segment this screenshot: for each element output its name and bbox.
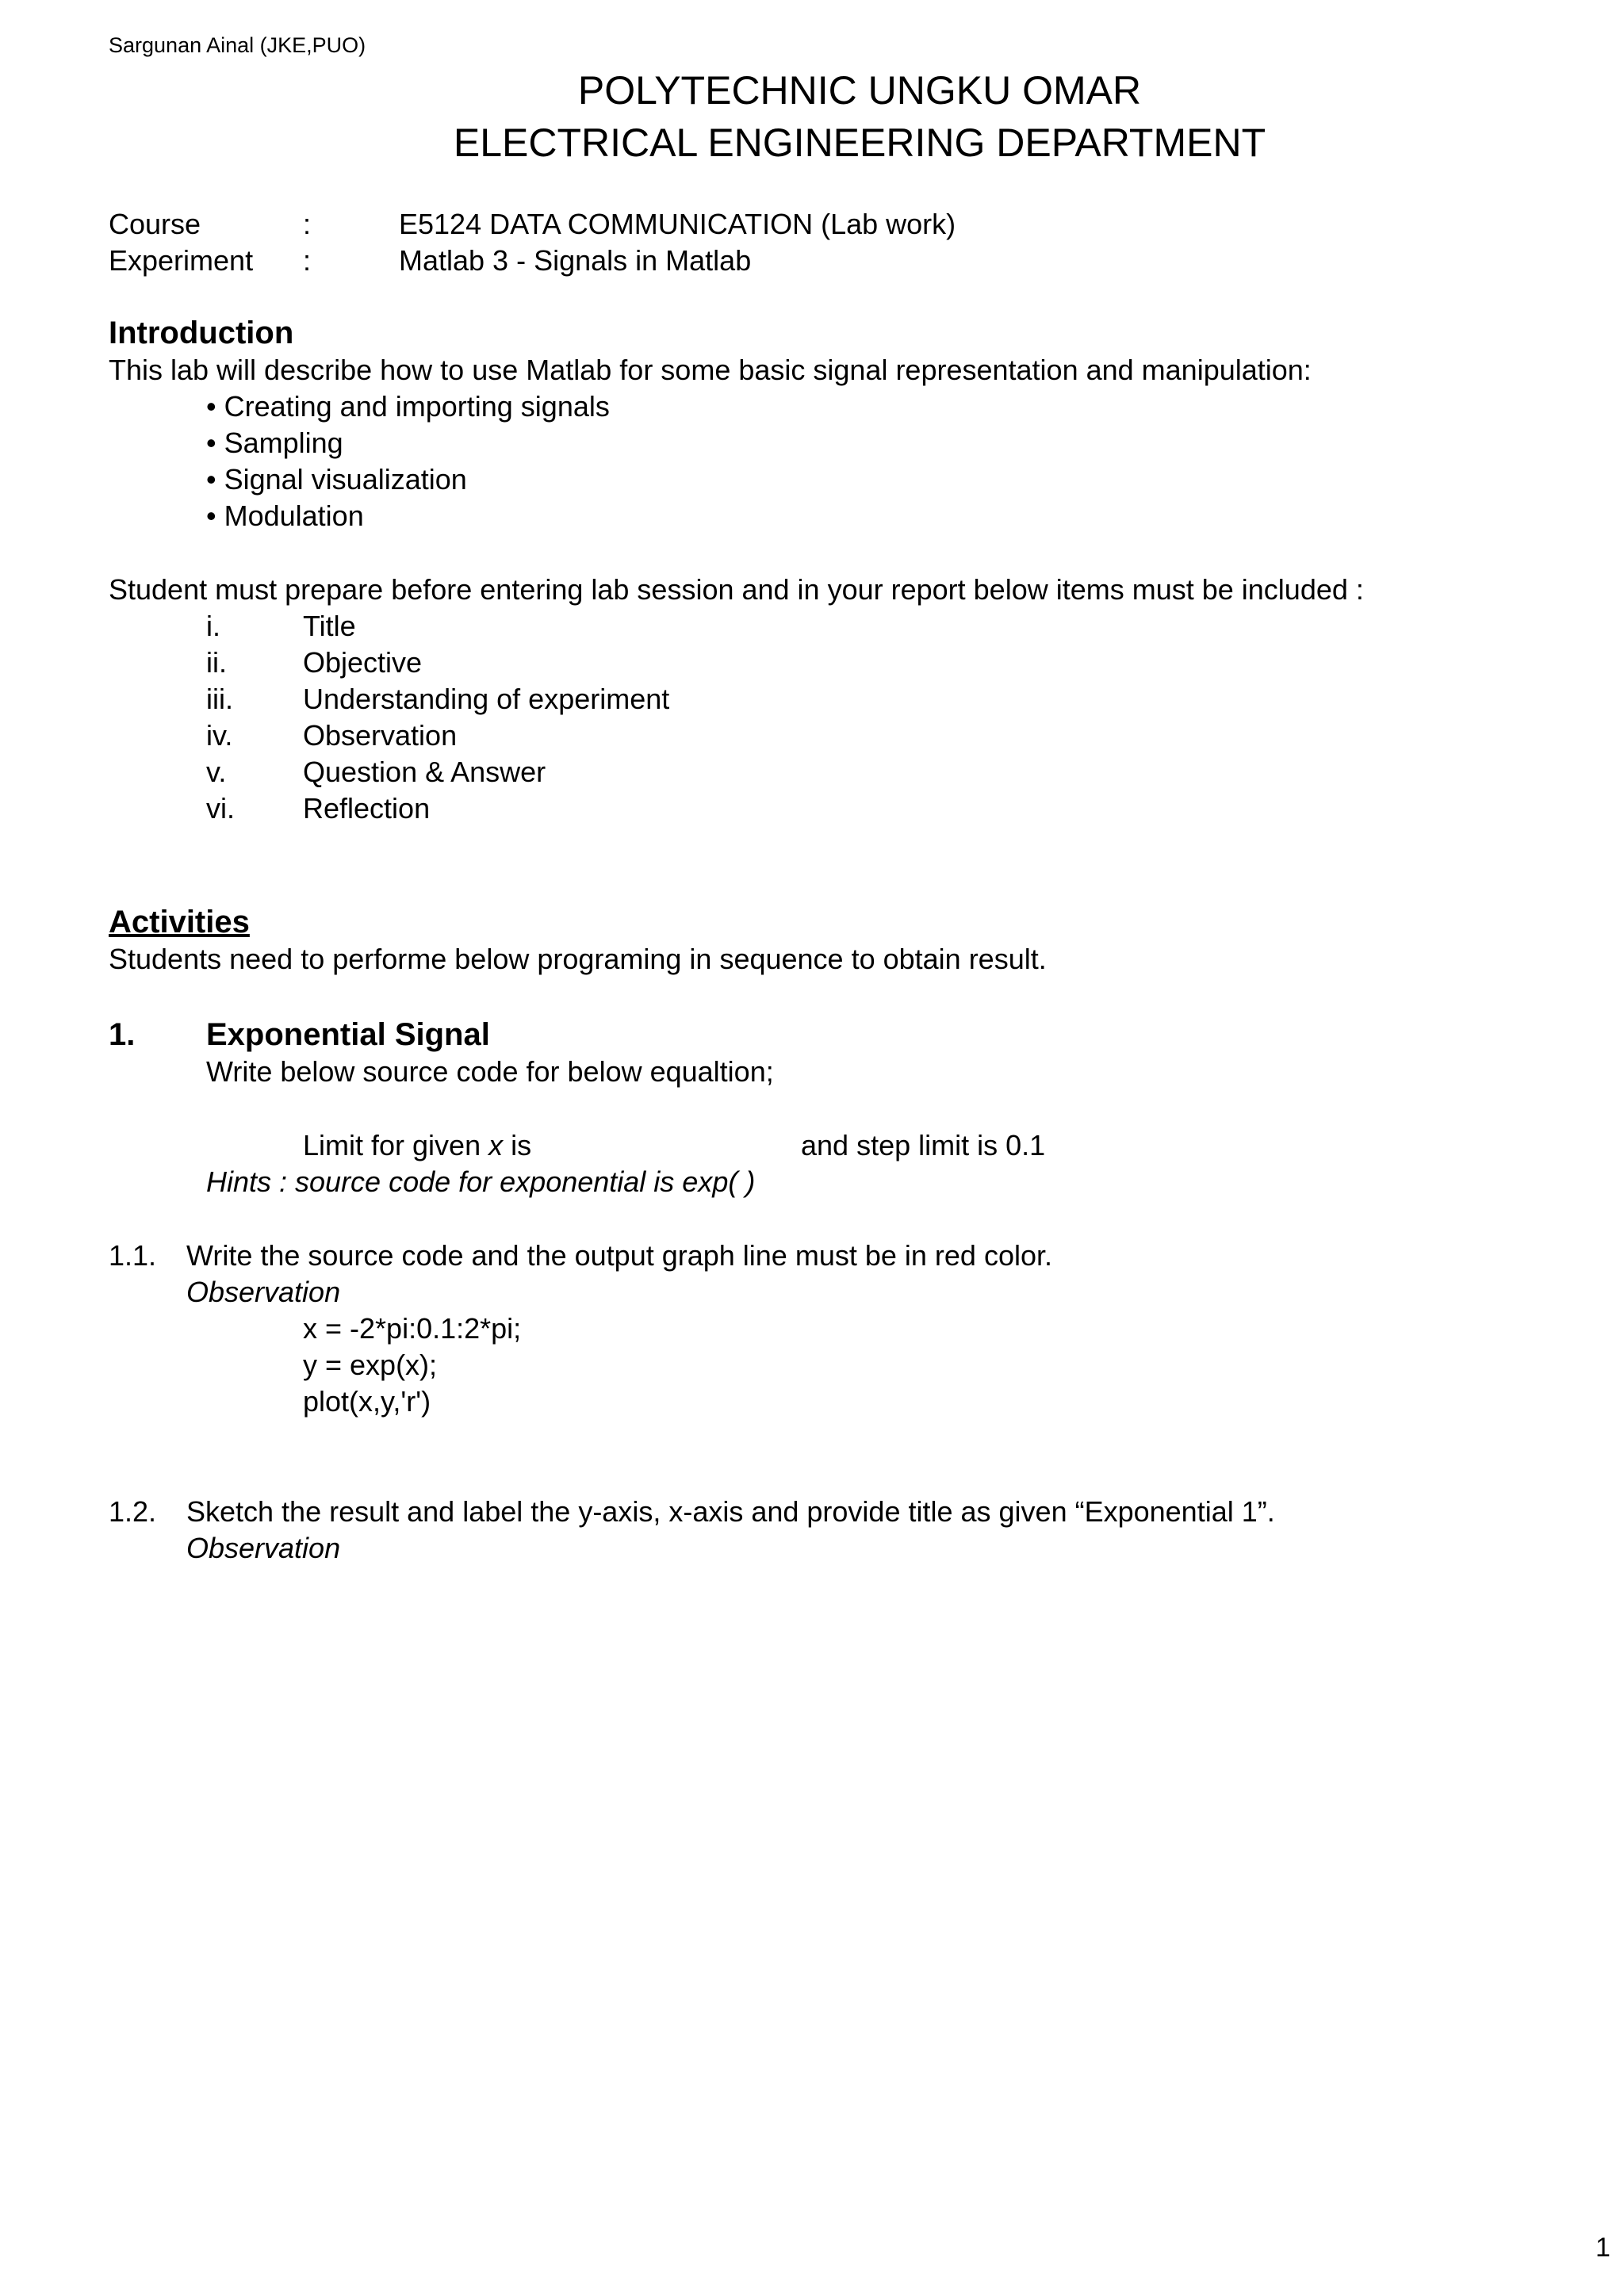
activities-heading: Activities (109, 905, 250, 939)
section-instruction: Write below source code for below equaltion; (206, 1055, 774, 1088)
institution-title: POLYTECHNIC UNGKU OMAR (577, 68, 1142, 113)
limit-text-post: is (503, 1129, 532, 1161)
introduction-text: This lab will describe how to use Matlab for some basic signal representation and manipulation: (109, 354, 1312, 386)
report-item-label: Question & Answer (303, 756, 546, 788)
step-limit-text: and step limit is 0.1 (801, 1129, 1046, 1161)
limit-text (303, 1127, 531, 1164)
hint-text: Hints : source code for exponential is exp( ) (206, 1165, 756, 1198)
limit-variable: x (488, 1129, 504, 1161)
observation-label: Observation (186, 1532, 341, 1564)
experiment-label: Experiment (109, 244, 254, 277)
code-line: y = exp(x); (303, 1349, 438, 1381)
course-value: E5124 DATA COMMUNICATION (Lab work) (399, 208, 956, 240)
report-item-label: Title (303, 610, 356, 642)
subsection-number: 1.2. (109, 1495, 157, 1528)
code-line: plot(x,y,'r') (303, 1385, 431, 1418)
activities-text: Students need to performe below programing in sequence to obtain result. (109, 943, 1047, 975)
report-item-number: v. (206, 756, 227, 788)
report-item-label: Observation (303, 719, 458, 752)
course-colon: : (303, 208, 312, 240)
subsection-text: Sketch the result and label the y-axis, x-axis and provide title as given “Exponential 1”. (186, 1495, 1275, 1528)
experiment-colon: : (303, 244, 312, 277)
subsection-text: Write the source code and the output graph line must be in red color. (186, 1239, 1052, 1272)
department-title: ELECTRICAL ENGINEERING DEPARTMENT (453, 121, 1266, 165)
author-line: Sargunan Ainal (JKE,PUO) (109, 33, 366, 57)
code-line: x = -2*pi:0.1:2*pi; (303, 1312, 522, 1345)
introduction-heading: Introduction (109, 316, 294, 350)
report-item-label: Reflection (303, 792, 431, 825)
report-text: Student must prepare before entering lab session and in your report below items must be included : (109, 573, 1364, 606)
limit-text-pre: Limit for given (303, 1129, 489, 1161)
experiment-value: Matlab 3 - Signals in Matlab (399, 244, 752, 277)
section-title: Exponential Signal (206, 1017, 490, 1052)
subsection-number: 1.1. (109, 1239, 157, 1272)
course-label: Course (109, 208, 201, 240)
report-item-label: Understanding of experiment (303, 683, 670, 715)
section-number: 1. (109, 1017, 136, 1052)
report-item-number: vi. (206, 792, 235, 825)
report-item-number: i. (206, 610, 220, 642)
report-item-number: iii. (206, 683, 233, 715)
observation-label: Observation (186, 1276, 341, 1308)
introduction-bullet: • Signal visualization (206, 463, 467, 496)
introduction-bullet: • Creating and importing signals (206, 390, 610, 423)
introduction-bullet: • Modulation (206, 499, 364, 532)
introduction-bullet: • Sampling (206, 427, 343, 459)
report-item-label: Objective (303, 646, 423, 679)
report-item-number: iv. (206, 719, 233, 752)
page-number: 1 (1595, 2233, 1611, 2263)
report-item-number: ii. (206, 646, 227, 679)
